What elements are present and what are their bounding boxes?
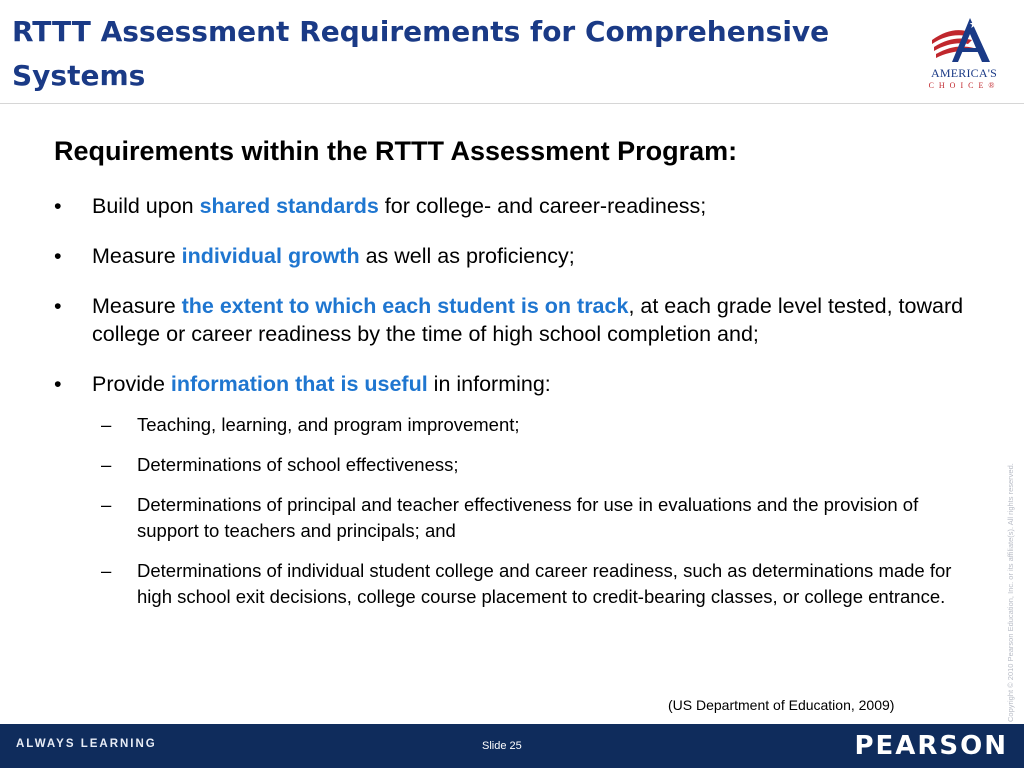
bullet-text-pre: Provide [92,372,171,396]
bullet-highlight: shared standards [199,194,379,218]
sub-bullet-marker: – [101,454,112,475]
footer-tagline: ALWAYS LEARNING [16,738,157,750]
bullet-list [54,192,974,632]
sub-bullet-text: Determinations of school effectiveness; [137,454,459,475]
slide-number: Slide 25 [482,740,522,752]
bullet-text-pre: Build upon [92,194,200,218]
sub-bullet-list [92,412,974,610]
bullet-text-post: in informing: [427,372,551,396]
sub-bullet-marker: – [101,414,112,435]
bullet-text-post: , at each grade level tested, toward college or career readiness by the time of high school completion and; [92,294,964,346]
logo-text-choice [918,81,1010,90]
eagle-a-icon [918,14,1010,66]
pearson-logo: PEARSON [854,731,1008,761]
bullet-item [54,370,974,610]
bullet-highlight: information that is useful [170,372,428,396]
sub-bullet-text: Determinations of individual student college and career readiness, such as determinations made for high school exit decisions, college course placement to credit-bearing classes, or college entrance. [137,560,952,607]
bullet-highlight: the extent to which each student is on track [181,294,629,318]
logo-reg-mark: ® [988,81,1000,90]
bullet-marker: • [54,372,62,396]
bullet-highlight: individual growth [181,244,360,268]
bullet-item [54,292,974,348]
sub-bullet-marker: – [101,560,112,581]
footer-bar [0,724,1024,768]
sub-bullet-text: Teaching, learning, and program improvement; [137,414,520,435]
bullet-item [54,192,974,220]
logo-text-americas: AMERICA'S [931,66,997,80]
bullet-text-post: for college- and career-readiness; [378,194,707,218]
bullet-text-pre: Measure [92,294,182,318]
citation: (US Department of Education, 2009) [668,697,895,713]
sub-bullet-item [92,412,957,438]
subheading: Requirements within the RTTT Assessment Program: [54,136,738,166]
header-divider [0,103,1024,104]
sub-bullet-item [92,492,957,544]
bullet-text-pre: Measure [92,244,182,268]
sub-bullet-marker: – [101,494,112,515]
sub-bullet-item [92,558,957,610]
sub-bullet-text: Determinations of principal and teacher effectiveness for use in evaluations and the provision of support to teachers and principals; and [137,494,919,541]
bullet-item [54,242,974,270]
logo-choice-word: CHOICE [928,81,989,90]
bullet-text-post: as well as proficiency; [359,244,575,268]
slide-title: RTTT Assessment Requirements for Comprehensive Systems [12,15,830,92]
americas-choice-logo [918,14,1014,98]
bullet-marker: • [54,244,62,268]
copyright-notice: Copyright © 2010 Pearson Education, Inc. or its affiliate(s). All rights reserved. [1006,463,1015,722]
sub-bullet-item [92,452,957,478]
bullet-marker: • [54,294,62,318]
bullet-marker: • [54,194,62,218]
